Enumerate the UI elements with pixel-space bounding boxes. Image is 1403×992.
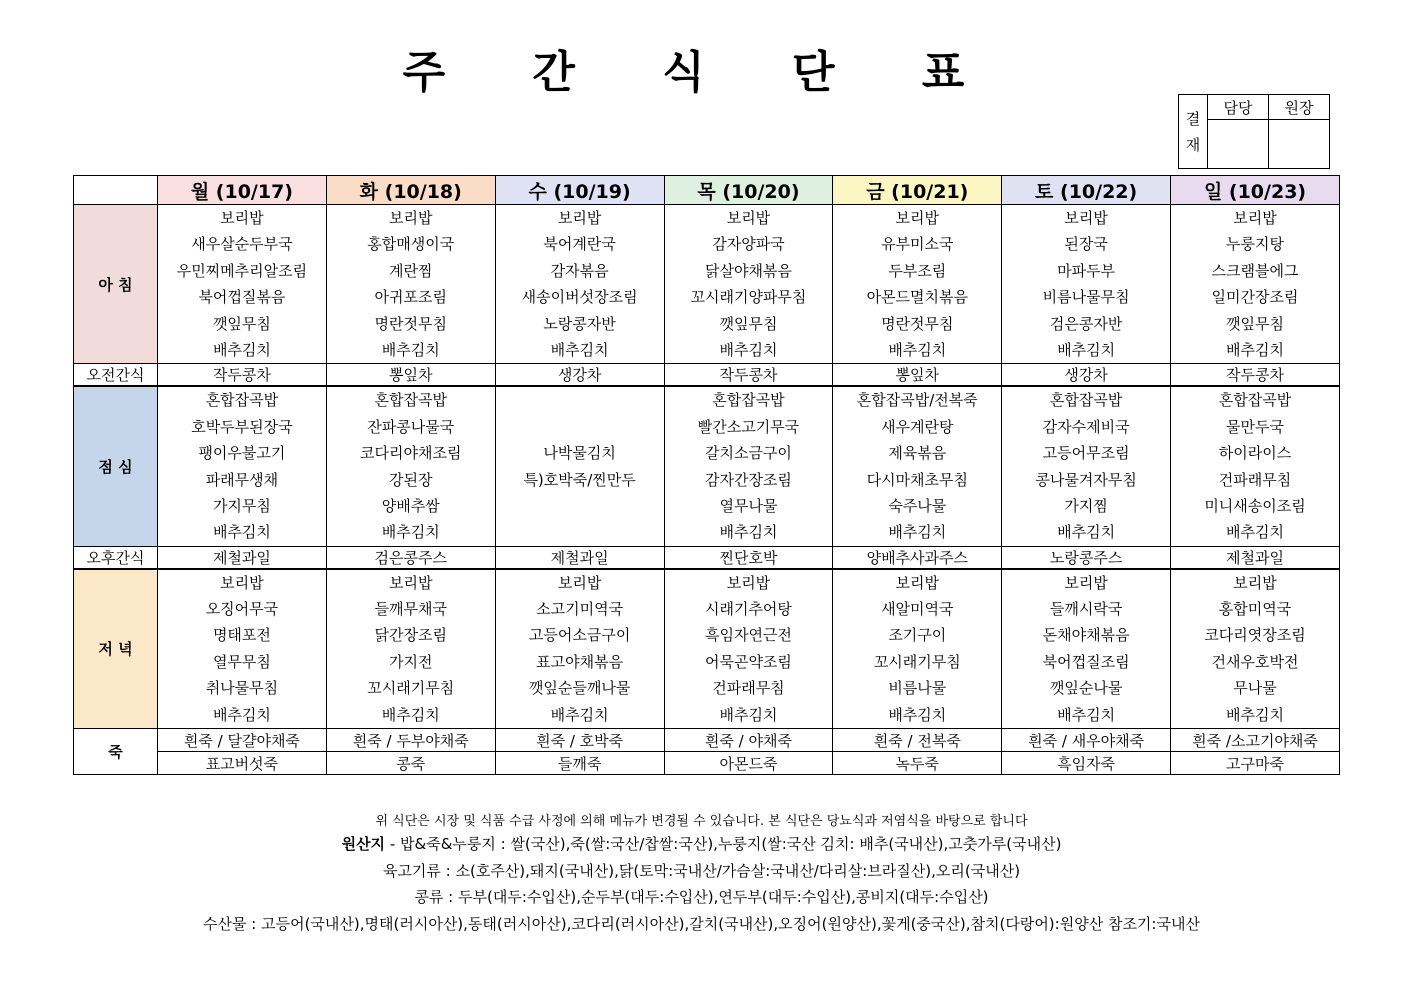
- menu-item: 소고기미역국: [536, 600, 624, 619]
- dinner-cell: [833, 569, 1002, 729]
- menu-item: 홍합미역국: [1218, 600, 1292, 619]
- menu-item: 표고야채볶음: [536, 652, 624, 671]
- menu-item: 하이라이스: [1218, 444, 1292, 463]
- am-snack-row: [74, 364, 1340, 387]
- menu-item: 새우살순두부국: [191, 235, 293, 254]
- am-snack-cell: 작두콩차: [158, 364, 327, 387]
- menu-item: 보리밥: [1233, 209, 1277, 227]
- am-snack-cell: 뽕잎차: [326, 364, 495, 387]
- menu-item: 배추김치: [1057, 705, 1116, 724]
- menu-item: 배추김치: [1226, 340, 1285, 359]
- pm-snack-cell: 검은콩주스: [326, 546, 495, 569]
- menu-item: 건새우호박전: [1211, 652, 1299, 671]
- day-header: 월 (10/17): [158, 176, 327, 205]
- breakfast-cell: [495, 205, 664, 364]
- porridge-cell: 흰죽 / 호박죽: [495, 729, 664, 752]
- menu-item: 보리밥: [895, 573, 940, 592]
- pm-snack-cell: 제철과일: [158, 546, 327, 569]
- origin-label: 원산지: [341, 835, 386, 853]
- approval-sign-manager[interactable]: [1208, 120, 1269, 169]
- beans-origin: 콩류 : 두부(대두:수입산),순두부(대두:수입산),연두부(대두:수입산),콩비지(대두:수입산): [414, 888, 989, 906]
- menu-item: 취나물무침: [205, 679, 279, 698]
- approval-col-director: 원장: [1269, 95, 1330, 120]
- menu-item: 양배추쌈: [381, 496, 440, 515]
- menu-item: 돈채야채볶음: [1042, 626, 1130, 645]
- weekly-menu-table: [73, 175, 1340, 775]
- approval-label: 결 재: [1179, 95, 1208, 169]
- porridge-cell: 흑임자죽: [1002, 752, 1171, 775]
- lunch-cell: [664, 386, 833, 546]
- pm-snack-cell: 노랑콩주스: [1002, 546, 1171, 569]
- am-snack-cell: 생강차: [1002, 364, 1171, 387]
- menu-item: 보리밥: [220, 573, 264, 592]
- menu-item: 노랑콩자반: [543, 314, 616, 333]
- menu-item: 고등어소금구이: [528, 626, 631, 645]
- breakfast-cell: [664, 205, 833, 364]
- menu-item: 들깨시락국: [1049, 600, 1123, 619]
- menu-item: 가지찜: [1064, 496, 1108, 515]
- menu-item: 감자수제비국: [1042, 417, 1130, 436]
- pm-snack-cell: 제철과일: [1171, 546, 1340, 569]
- menu-item: 우민찌메추리알조림: [176, 261, 308, 280]
- menu-item: 북어껍질조림: [1042, 652, 1130, 671]
- menu-item: 들깨무채국: [374, 600, 447, 619]
- menu-item: 조기구이: [888, 626, 947, 645]
- menu-item: 열무무침: [212, 652, 271, 671]
- origin-text: - 밥&죽&누룽지 : 쌀(국산),죽(쌀:국산/찹쌀:국산),누룽지(쌀:국산 김치: 배추(국내산),고춧가루(국내산): [385, 835, 1062, 853]
- menu-item: 감자볶음: [550, 261, 609, 280]
- meal-label-pm-snack: 오후간식: [74, 546, 158, 569]
- menu-item: 보리밥: [1064, 209, 1108, 227]
- menu-item: 북어껍질볶음: [198, 288, 286, 307]
- menu-item: 새우계란탕: [881, 417, 954, 436]
- dinner-cell: [1171, 569, 1340, 729]
- menu-item: [496, 387, 664, 413]
- origin-line: [0, 831, 1403, 858]
- porridge-cell: 아몬드죽: [664, 752, 833, 775]
- lunch-row: [74, 386, 1340, 546]
- menu-item: 새알미역국: [881, 600, 954, 619]
- menu-item: 배추김치: [888, 340, 947, 359]
- menu-item: 깻잎순들깨나물: [528, 679, 631, 698]
- am-snack-cell: 작두콩차: [664, 364, 833, 387]
- porridge-cell: 들깨죽: [495, 752, 664, 775]
- menu-item: 오징어무국: [205, 600, 279, 619]
- menu-item: 무나물: [1233, 679, 1277, 698]
- pm-snack-cell: 양배추사과주스: [833, 546, 1002, 569]
- menu-item: 시래기추어탕: [704, 600, 792, 619]
- menu-item: 명태포전: [212, 626, 271, 645]
- porridge-cell: 콩죽: [326, 752, 495, 775]
- meal-label-am-snack: 오전간식: [74, 364, 158, 387]
- menu-item: 고등어무조림: [1042, 444, 1130, 463]
- menu-item: 검은콩자반: [1049, 314, 1123, 333]
- menu-item: 배추김치: [212, 340, 271, 359]
- porridge-cell: 고구마죽: [1171, 752, 1340, 775]
- menu-item: 배추김치: [212, 705, 271, 724]
- menu-item: 다시마채초무침: [866, 470, 969, 489]
- menu-item: 보리밥: [1064, 573, 1108, 592]
- menu-item: 팽이우불고기: [198, 444, 286, 463]
- approval-sign-director[interactable]: [1269, 120, 1330, 169]
- menu-item: [496, 519, 664, 545]
- menu-item: 새송이버섯장조림: [521, 288, 638, 307]
- menu-item: 깻잎무침: [1226, 314, 1285, 333]
- menu-item: 혼합잡곡밥: [712, 391, 785, 410]
- day-header: 목 (10/20): [664, 176, 833, 205]
- menu-item: 보리밥: [1233, 573, 1277, 592]
- menu-item: 배추김치: [381, 705, 440, 724]
- menu-item: 보리밥: [895, 209, 940, 227]
- menu-item: 배추김치: [1057, 523, 1116, 542]
- meal-label-porridge: 죽: [74, 729, 158, 775]
- porridge-cell: 흰죽 / 두부야채죽: [326, 729, 495, 752]
- menu-item: 비름나물: [888, 679, 947, 698]
- lunch-cell: [1171, 386, 1340, 546]
- menu-item: 누룽지탕: [1226, 235, 1285, 254]
- menu-item: 닭살야채볶음: [704, 261, 792, 280]
- porridge-cell: 흰죽 / 전복죽: [833, 729, 1002, 752]
- menu-item: 혼합잡곡밥: [205, 391, 279, 410]
- menu-item: 빨간소고기무국: [697, 417, 800, 436]
- day-header-row: [74, 176, 1340, 205]
- notice-text: 위 식단은 시장 및 식품 수급 사정에 의해 메뉴가 변경될 수 있습니다. 본 식단은 당뇨식과 저염식을 바탕으로 합니다: [375, 814, 1028, 829]
- am-snack-cell: 뽕잎차: [833, 364, 1002, 387]
- menu-item: 코다리야채조림: [360, 444, 462, 463]
- menu-item: 명란젓무침: [374, 314, 447, 333]
- menu-item: 배추김치: [381, 523, 440, 542]
- lunch-cell: [833, 386, 1002, 546]
- menu-item: 배추김치: [719, 340, 778, 359]
- menu-item: 보리밥: [726, 573, 771, 592]
- day-header: 일 (10/23): [1171, 176, 1340, 205]
- menu-item: 닭간장조림: [374, 626, 447, 645]
- menu-item: 아귀포조림: [374, 288, 447, 307]
- menu-item: 꼬시래기무침: [873, 652, 961, 671]
- day-header: 토 (10/22): [1002, 176, 1171, 205]
- menu-item: 배추김치: [381, 340, 440, 359]
- porridge-row-2: [74, 752, 1340, 775]
- menu-item: 보리밥: [220, 209, 264, 227]
- menu-item: 계란찜: [389, 261, 433, 280]
- menu-item: 배추김치: [719, 523, 778, 542]
- menu-item: 꼬시래기무침: [367, 679, 455, 698]
- menu-item: 열무나물: [719, 496, 778, 515]
- lunch-cell: [326, 386, 495, 546]
- menu-item: 미니새송이조림: [1204, 496, 1306, 515]
- menu-item: 혼합잡곡밥/전복죽: [856, 391, 978, 410]
- menu-item: 제육볶음: [888, 444, 947, 463]
- porridge-cell: 녹두죽: [833, 752, 1002, 775]
- menu-item: 흑임자연근전: [704, 626, 792, 645]
- dinner-cell: [495, 569, 664, 729]
- menu-item: 스크램블에그: [1211, 261, 1299, 280]
- menu-item: 배추김치: [550, 705, 609, 724]
- menu-item: 호박두부된장국: [191, 417, 293, 436]
- menu-item: 건파래무침: [712, 679, 785, 698]
- menu-item: 홍합매생이국: [367, 235, 455, 254]
- breakfast-cell: [326, 205, 495, 364]
- breakfast-row: [74, 205, 1340, 364]
- menu-item: 배추김치: [1226, 705, 1285, 724]
- menu-item: 배추김치: [719, 705, 778, 724]
- porridge-cell: 흰죽 / 달걀야채죽: [158, 729, 327, 752]
- menu-item: 배추김치: [1226, 523, 1285, 542]
- menu-item: 배추김치: [888, 523, 947, 542]
- menu-item: 감자간장조림: [704, 470, 792, 489]
- breakfast-cell: [1002, 205, 1171, 364]
- menu-item: 깻잎순나물: [1049, 679, 1123, 698]
- menu-item: 보리밥: [557, 209, 602, 227]
- menu-item: 마파두부: [1057, 261, 1116, 280]
- breakfast-cell: [833, 205, 1002, 364]
- menu-item: 나박물김치: [543, 444, 616, 463]
- day-header: 수 (10/19): [495, 176, 664, 205]
- porridge-cell: 표고버섯죽: [158, 752, 327, 775]
- corner-cell: [74, 176, 158, 205]
- menu-item: 혼합잡곡밥: [1049, 391, 1123, 410]
- menu-item: 일미간장조림: [1211, 288, 1299, 307]
- menu-item: 가지전: [389, 652, 433, 671]
- menu-item: 가지무침: [212, 496, 271, 515]
- am-snack-cell: 작두콩차: [1171, 364, 1340, 387]
- menu-item: 어묵곤약조림: [704, 652, 792, 671]
- dinner-cell: [1002, 569, 1171, 729]
- menu-item: 명란젓무침: [881, 314, 954, 333]
- breakfast-cell: [158, 205, 327, 364]
- notes-section: [0, 813, 1403, 937]
- menu-item: 배추김치: [1057, 340, 1116, 359]
- menu-item: 혼합잡곡밥: [1218, 391, 1292, 410]
- meal-label-breakfast: 아 침: [74, 205, 158, 364]
- pm-snack-cell: 찐단호박: [664, 546, 833, 569]
- menu-item: 보리밥: [389, 573, 433, 592]
- dinner-cell: [158, 569, 327, 729]
- approval-col-manager: 담당: [1208, 95, 1269, 120]
- day-header: 금 (10/21): [833, 176, 1002, 205]
- menu-item: 된장국: [1064, 235, 1108, 254]
- menu-item: 꼬시래기양파무침: [690, 288, 807, 307]
- pm-snack-cell: 제철과일: [495, 546, 664, 569]
- menu-item: 건파래무침: [1218, 470, 1292, 489]
- menu-item: 보리밥: [389, 209, 433, 227]
- seafood-origin: 수산물 : 고등어(국내산),명태(러시아산),동태(러시아산),코다리(러시아산),갈치(국내산),오징어(원양산),꽃게(중국산),참치(다랑어):원양산 참조기:국내산: [203, 914, 1200, 933]
- menu-item: [496, 414, 664, 440]
- dinner-cell: [326, 569, 495, 729]
- menu-item: 숙주나물: [888, 496, 947, 515]
- meat-origin: 육고기류 : 소(호주산),돼지(국내산),닭(토막:국내산/가슴살:국내산/다리살:브라질산),오리(국내산): [382, 861, 1021, 880]
- menu-item: 보리밥: [557, 573, 602, 592]
- menu-item: 아몬드멸치볶음: [866, 288, 969, 307]
- pm-snack-row: [74, 546, 1340, 569]
- menu-item: 깻잎무침: [212, 314, 271, 333]
- menu-item: 유부미소국: [881, 235, 954, 254]
- menu-item: 혼합잡곡밥: [374, 391, 447, 410]
- menu-item: 파래무생채: [205, 470, 279, 489]
- menu-item: 비름나물무침: [1042, 288, 1130, 307]
- breakfast-cell: [1171, 205, 1340, 364]
- meal-label-lunch: 점 심: [74, 386, 158, 546]
- menu-item: 갈치소금구이: [704, 444, 792, 463]
- menu-item: [496, 493, 664, 519]
- porridge-row-1: [74, 729, 1340, 752]
- menu-item: 깻잎무침: [719, 314, 778, 333]
- approval-box: [1178, 94, 1330, 169]
- menu-item: 잔파콩나물국: [367, 417, 455, 436]
- page-title: 주 간 식 단 표: [402, 47, 1001, 98]
- am-snack-cell: 생강차: [495, 364, 664, 387]
- menu-item: 강된장: [389, 470, 433, 489]
- menu-item: 배추김치: [212, 523, 271, 542]
- lunch-cell: [1002, 386, 1171, 546]
- menu-item: 콩나물겨자무침: [1035, 470, 1137, 489]
- lunch-cell: [158, 386, 327, 546]
- menu-item: 배추김치: [888, 705, 947, 724]
- lunch-cell: [495, 386, 664, 546]
- meal-label-dinner: 저 녁: [74, 569, 158, 729]
- dinner-row: [74, 569, 1340, 729]
- menu-item: 특)호박죽/찐만두: [523, 470, 636, 489]
- menu-item: 두부조림: [888, 261, 947, 280]
- menu-item: 감자양파국: [712, 235, 785, 254]
- porridge-cell: 흰죽 / 새우야채죽: [1002, 729, 1171, 752]
- menu-item: 배추김치: [550, 340, 609, 359]
- menu-item: 코다리엿장조림: [1204, 626, 1306, 645]
- porridge-cell: 흰죽 / 야채죽: [664, 729, 833, 752]
- menu-item: 북어계란국: [543, 235, 616, 254]
- menu-item: 물만두국: [1226, 417, 1285, 436]
- porridge-cell: 흰죽 /소고기야채죽: [1171, 729, 1340, 752]
- menu-item: 보리밥: [726, 209, 771, 227]
- dinner-cell: [664, 569, 833, 729]
- day-header: 화 (10/18): [326, 176, 495, 205]
